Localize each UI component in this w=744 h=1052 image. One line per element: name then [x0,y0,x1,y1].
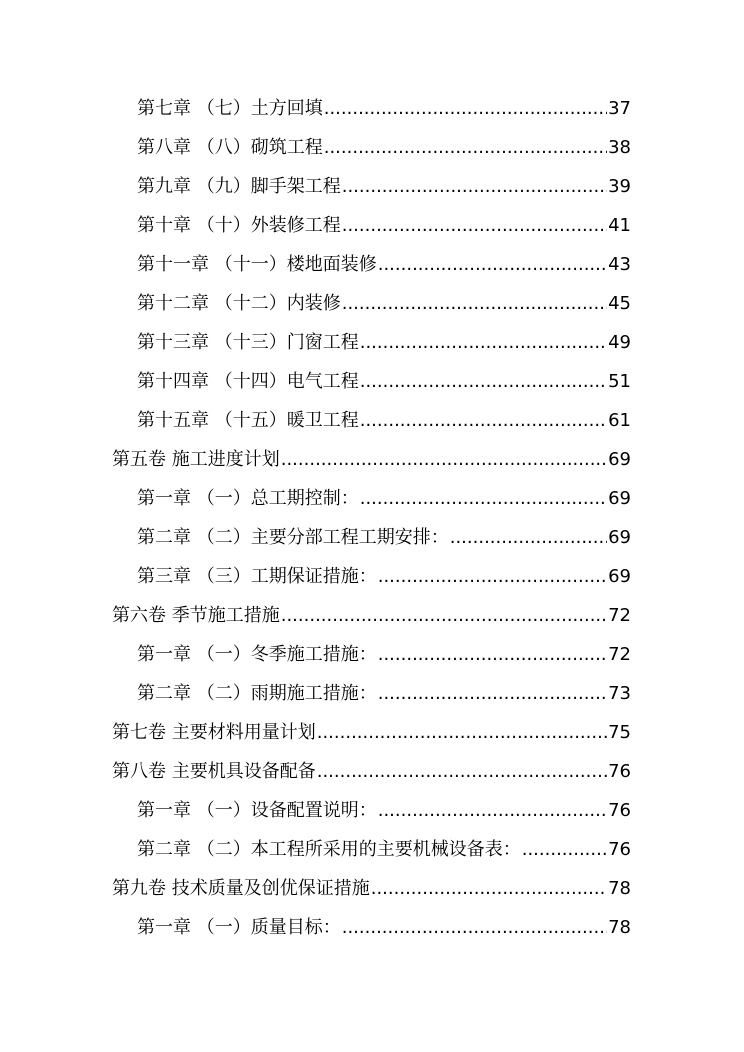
toc-leader-dots [360,371,607,393]
toc-entry-label: 第一章 （一）总工期控制： [137,488,359,509]
toc-page-number: 76 [608,800,631,821]
toc-leader-dots [378,566,607,588]
toc-page-number: 72 [608,644,631,665]
toc-leader-dots [371,878,607,900]
toc-entry-label: 第十章 （十）外装修工程 [137,215,341,236]
toc-entry[interactable] [137,519,631,549]
toc-entry-label: 第八章 （八）砌筑工程 [137,137,323,158]
toc-page-number: 69 [608,449,631,470]
toc-entry-label: 第一章 （一）冬季施工措施： [137,644,377,665]
toc-entry[interactable] [137,246,631,276]
toc-entry[interactable] [112,753,631,783]
toc-entry[interactable] [137,90,631,120]
toc-entry-label: 第十二章 （十二）内装修 [137,293,341,314]
toc-entry-label: 第十三章 （十三）门窗工程 [137,332,359,353]
toc-page-number: 41 [608,215,631,236]
toc-leader-dots [342,293,607,315]
toc-entry[interactable] [112,714,631,744]
toc-leader-dots [317,761,607,783]
toc-page-number: 72 [608,605,631,626]
toc-leader-dots [342,176,607,198]
toc-entry[interactable] [112,870,631,900]
toc-entry[interactable] [137,285,631,315]
toc-leader-dots [342,917,607,939]
toc-entry-label: 第五卷 施工进度计划 [112,449,280,470]
toc-entry-label: 第七章 （七）土方回填 [137,98,323,119]
toc-leader-dots [360,488,607,510]
toc-page-number: 69 [608,527,631,548]
toc-entry-label: 第九卷 技术质量及创优保证措施 [112,878,370,899]
toc-entry[interactable] [137,636,631,666]
toc-entry-label: 第十五章 （十五）暖卫工程 [137,410,359,431]
toc-page-number: 51 [608,371,631,392]
toc-entry-label: 第八卷 主要机具设备配备 [112,761,316,782]
toc-page-number: 61 [608,410,631,431]
toc-page-number: 39 [608,176,631,197]
toc-entry-label: 第三章 （三）工期保证措施： [137,566,377,587]
toc-page-number: 69 [608,488,631,509]
toc-entry-label: 第六卷 季节施工措施 [112,605,280,626]
toc-entry[interactable] [137,909,631,939]
toc-page-number: 38 [608,137,631,158]
toc-entry[interactable] [137,168,631,198]
toc-page-number: 69 [608,566,631,587]
toc-entry-label: 第十四章 （十四）电气工程 [137,371,359,392]
toc-page-number: 43 [608,254,631,275]
toc-entry[interactable] [112,441,631,471]
toc-leader-dots [281,449,607,471]
toc-page-number: 45 [608,293,631,314]
toc-entry-label: 第一章 （一）质量目标： [137,917,341,938]
toc-leader-dots [378,683,607,705]
toc-leader-dots [281,605,607,627]
toc-leader-dots [450,527,607,549]
toc-leader-dots [317,722,607,744]
toc-entry[interactable] [112,597,631,627]
toc-entry[interactable] [137,324,631,354]
toc-entry[interactable] [137,207,631,237]
toc-entry[interactable] [137,831,631,861]
toc-leader-dots [378,644,607,666]
toc-entry[interactable] [137,402,631,432]
toc-entry[interactable] [137,129,631,159]
toc-page-number: 78 [608,878,631,899]
toc-entry[interactable] [137,558,631,588]
toc-leader-dots [324,137,607,159]
toc-page-number: 78 [608,917,631,938]
toc-leader-dots [378,800,607,822]
toc-page-number: 75 [608,722,631,743]
toc-entry[interactable] [137,675,631,705]
toc-entry[interactable] [137,792,631,822]
toc-page-number: 37 [608,98,631,119]
toc-page-number: 76 [608,839,631,860]
toc-page-number: 73 [608,683,631,704]
toc-leader-dots [522,839,607,861]
toc-entry[interactable] [137,363,631,393]
toc-page-number: 49 [608,332,631,353]
toc-page-number: 76 [608,761,631,782]
toc-entry-label: 第七卷 主要材料用量计划 [112,722,316,743]
toc-entry[interactable] [137,480,631,510]
toc-entry-label: 第二章 （二）主要分部工程工期安排： [137,527,449,548]
toc-entry-label: 第九章 （九）脚手架工程 [137,176,341,197]
toc-entry-label: 第一章 （一）设备配置说明： [137,800,377,821]
toc-leader-dots [342,215,607,237]
toc-entry-label: 第二章 （二）雨期施工措施： [137,683,377,704]
toc-entry-label: 第十一章 （十一）楼地面装修 [137,254,377,275]
toc-leader-dots [360,332,607,354]
toc-entry-label: 第二章 （二）本工程所采用的主要机械设备表： [137,839,521,860]
toc-leader-dots [378,254,607,276]
toc-leader-dots [324,98,607,120]
toc-leader-dots [360,410,607,432]
